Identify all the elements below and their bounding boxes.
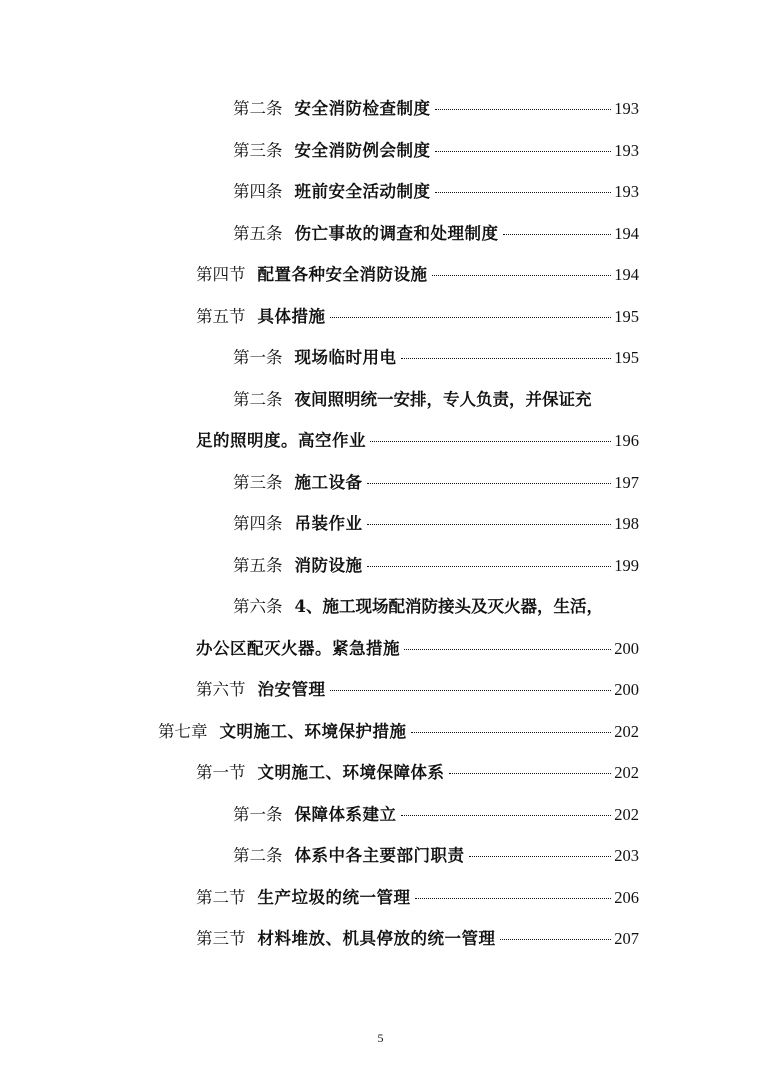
toc-entry-title: 安全消防例会制度 (294, 141, 431, 160)
dot-leader (330, 317, 612, 318)
toc-entry[interactable] (196, 922, 639, 956)
toc-entry-title: 材料堆放、机具停放的统一管理 (257, 929, 496, 948)
toc-entry-title: 吊装作业 (294, 514, 363, 533)
toc-entry-number: 第一条 (233, 348, 283, 367)
toc-entry-title: 安全消防检查制度 (294, 99, 431, 118)
toc-entry[interactable] (233, 92, 639, 126)
dot-leader (500, 939, 612, 940)
toc-entry-first-line[interactable] (233, 383, 592, 417)
toc-entry-title: 现场临时用电 (294, 348, 397, 367)
toc-entry-title: 治安管理 (257, 680, 326, 699)
toc-entry-page: 195 (614, 348, 639, 367)
dot-leader (449, 773, 612, 774)
dot-leader (503, 234, 612, 235)
toc-entry-page: 200 (614, 639, 639, 658)
toc-entry-page: 197 (614, 473, 639, 492)
toc-entry-title: 体系中各主要部门职责 (294, 846, 465, 865)
toc-entry-title: 生产垃圾的统一管理 (257, 888, 411, 907)
dot-leader (432, 275, 612, 276)
dot-leader (401, 358, 612, 359)
toc-entry[interactable] (196, 673, 639, 707)
dot-leader (367, 566, 612, 567)
dot-leader (435, 109, 612, 110)
toc-entry-title: 消防设施 (294, 556, 363, 575)
toc-entry-continuation[interactable] (196, 632, 639, 666)
toc-entry-continuation[interactable] (196, 424, 639, 458)
toc-entry-number: 第四条 (233, 514, 283, 533)
toc-entry-page: 202 (614, 763, 639, 782)
dot-leader (435, 151, 612, 152)
toc-entry-number: 第五条 (233, 224, 283, 243)
toc-entry-title: 班前安全活动制度 (294, 182, 431, 201)
toc-entry-number: 第二条 (233, 846, 283, 865)
toc-entry-title: 施工设备 (294, 473, 363, 492)
toc-entry[interactable] (233, 341, 639, 375)
toc-entry-page: 207 (614, 929, 639, 948)
toc-entry-title: 保障体系建立 (294, 805, 397, 824)
dot-leader (469, 856, 612, 857)
toc-entry[interactable] (196, 881, 639, 915)
dot-leader (404, 649, 611, 650)
dot-leader (370, 441, 611, 442)
page-number: 5 (377, 1031, 384, 1045)
toc-entry-number: 第三节 (196, 929, 246, 948)
toc-entry-number: 第五条 (233, 556, 283, 575)
toc-entry-page: 206 (614, 888, 639, 907)
toc-entry-number: 第二条 (233, 99, 283, 118)
toc-entry-title: 配置各种安全消防设施 (257, 265, 428, 284)
toc-entry-page: 195 (614, 307, 639, 326)
toc-entry-number: 第四条 (233, 182, 283, 201)
toc-entry[interactable] (196, 756, 639, 790)
toc-entry-title-continued: 办公区配灭火器。紧急措施 (196, 639, 400, 658)
toc-entry[interactable] (233, 175, 639, 209)
dot-leader (330, 690, 612, 691)
toc-entry-number: 第一节 (196, 763, 246, 782)
toc-entry[interactable] (196, 300, 639, 334)
toc-entry-title: 具体措施 (257, 307, 326, 326)
toc-entry-number: 第二节 (196, 888, 246, 907)
dot-leader (435, 192, 612, 193)
toc-entry-title: 4、施工现场配消防接头及灭火器，生活， (294, 597, 603, 616)
dot-leader (411, 732, 612, 733)
toc-entry[interactable] (233, 798, 639, 832)
toc-entry-page: 203 (614, 846, 639, 865)
toc-entry[interactable] (196, 258, 639, 292)
toc-entry-page: 193 (614, 141, 639, 160)
toc-entry[interactable] (233, 134, 639, 168)
toc-entry-page: 198 (614, 514, 639, 533)
toc-entry-number: 第六条 (233, 597, 283, 616)
toc-entry-page: 200 (614, 680, 639, 699)
toc-entry-number: 第一条 (233, 805, 283, 824)
toc-entry[interactable] (233, 466, 639, 500)
dot-leader (415, 898, 612, 899)
toc-entry-title: 夜间照明统一安排，专人负责，并保证充 (294, 390, 592, 409)
toc-entry-number: 第四节 (196, 265, 246, 284)
toc-entry-number: 第六节 (196, 680, 246, 699)
toc-entry-title: 文明施工、环境保障体系 (257, 763, 445, 782)
toc-entry[interactable] (233, 839, 639, 873)
dot-leader (401, 815, 612, 816)
toc-entry-page: 202 (614, 805, 639, 824)
toc-entry-page: 199 (614, 556, 639, 575)
toc-entry-page: 193 (614, 99, 639, 118)
toc-entry-page: 193 (614, 182, 639, 201)
toc-entry-number: 第五节 (196, 307, 246, 326)
dot-leader (367, 524, 612, 525)
toc-chapter-entry[interactable] (158, 715, 639, 749)
toc-entry[interactable] (233, 217, 639, 251)
dot-leader (367, 483, 612, 484)
toc-entry-title: 伤亡事故的调查和处理制度 (294, 224, 499, 243)
toc-entry-number: 第三条 (233, 141, 283, 160)
toc-entry-page: 194 (614, 224, 639, 243)
toc-entry-title-continued: 足的照明度。高空作业 (196, 431, 366, 450)
toc-entry-number: 第二条 (233, 390, 283, 409)
toc-entry-page: 202 (614, 722, 639, 741)
toc-entry-page: 194 (614, 265, 639, 284)
toc-entry-first-line[interactable] (233, 590, 603, 624)
toc-entry-number: 第七章 (158, 722, 208, 741)
toc-entry-title: 文明施工、环境保护措施 (219, 722, 407, 741)
toc-entry[interactable] (233, 507, 639, 541)
toc-entry[interactable] (233, 549, 639, 583)
toc-entry-number: 第三条 (233, 473, 283, 492)
toc-entry-page: 196 (614, 431, 639, 450)
